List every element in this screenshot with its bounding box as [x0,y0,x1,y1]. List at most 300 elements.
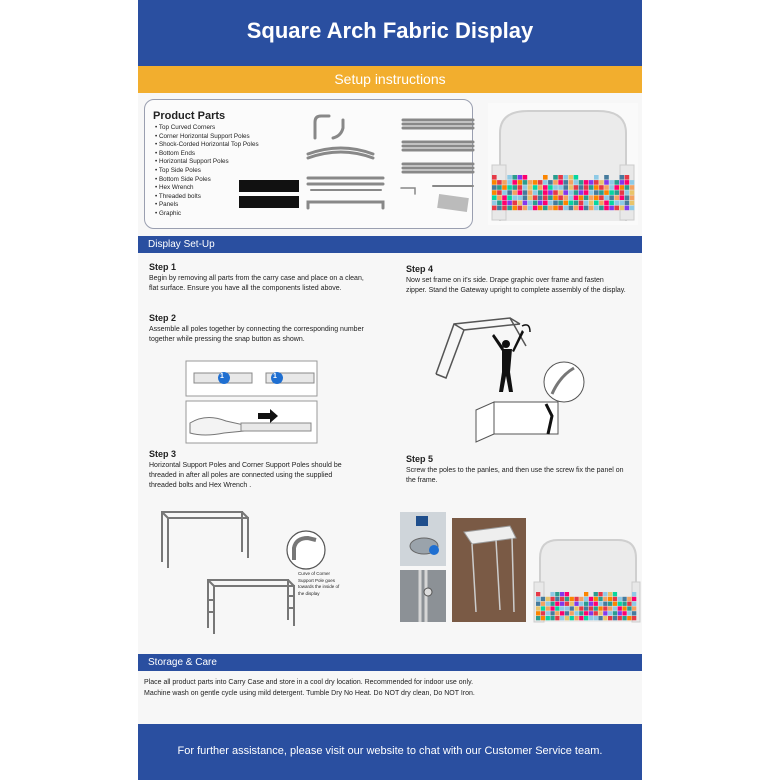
graphic-tile [625,180,630,185]
graphic-tile [608,602,612,606]
graphic-tile [541,606,545,610]
graphic-tile [614,206,619,211]
product-parts-panel [144,99,473,229]
graphic-tile [507,180,512,185]
graphic-tile [608,606,612,610]
snap-number-right: 1 [273,373,277,380]
graphic-tile [569,175,574,180]
graphic-tile [541,597,545,601]
graphic-tile [492,190,497,195]
graphic-tile [598,597,602,601]
graphic-tile [630,201,635,206]
graphic-tile [574,606,578,610]
graphic-tile [563,195,568,200]
graphic-tile [609,201,614,206]
graphic-tile [512,201,517,206]
step-3-title: Step 3 [149,449,177,459]
graphic-tile [570,597,574,601]
step-2-text: Assemble all poles together by connecting the corresponding number together while pressing the snap button as shown. [149,326,364,343]
graphic-tile [518,175,523,180]
graphic-tile [609,190,614,195]
graphic-tile [618,606,622,610]
graphic-tile [548,201,553,206]
graphic-tile [536,592,540,596]
graphic-tile [528,190,533,195]
graphic-tile [528,206,533,211]
graphic-tile [560,611,564,615]
graphic-tile [622,602,626,606]
page-subtitle: Setup instructions [138,66,642,93]
graphic-tile [625,185,630,190]
graphic-tile [630,190,635,195]
graphic-tile [528,180,533,185]
graphic-tile [574,180,579,185]
graphic-tile [620,180,625,185]
graphic-tile [536,597,540,601]
graphic-tile [584,206,589,211]
graphic-tile [579,201,584,206]
step-1-text: Begin by removing all parts from the carry case and place on a clean, flat surface. Ensure you have all the components listed above. [149,275,364,292]
graphic-tile [548,206,553,211]
graphic-tile [584,195,589,200]
part-item: • Bottom Side Poles [155,176,259,185]
graphic-tile [599,180,604,185]
graphic-tile [574,206,579,211]
graphic-tile [604,206,609,211]
graphic-tile [543,206,548,211]
graphic-tile [632,616,636,620]
graphic-tile [604,195,609,200]
graphic-tile [497,190,502,195]
graphic-tile [560,592,564,596]
graphic-tile [538,195,543,200]
graphic-tile [618,611,622,615]
graphic-tile [565,602,569,606]
graphic-tile [622,606,626,610]
graphic-tile [507,185,512,190]
graphic-tile [492,201,497,206]
graphic-tile [622,611,626,615]
step-5-text: Screw the poles to the panles, and then use the screw fix the panel on the frame. [406,467,624,484]
graphic-tile [507,195,512,200]
graphic-tile [613,616,617,620]
graphic-tile [553,185,558,190]
graphic-tile [594,195,599,200]
graphic-tile [594,616,598,620]
graphic-tile [603,611,607,615]
graphic-tile [579,606,583,610]
graphic-tile [589,597,593,601]
graphic-tile [630,195,635,200]
graphic-tile [548,185,553,190]
graphic-tile [589,190,594,195]
graphic-tile [579,195,584,200]
graphic-tile [541,611,545,615]
graphic-tile [609,195,614,200]
graphic-tile [546,606,550,610]
graphic-tile [584,190,589,195]
graphic-tile [584,597,588,601]
graphic-tile [620,190,625,195]
graphic-tile [594,606,598,610]
graphic-tile [533,190,538,195]
graphic-tile [518,195,523,200]
graphic-tile [569,190,574,195]
graphic-tile [625,175,630,180]
graphic-tile [528,185,533,190]
graphic-tile [502,201,507,206]
graphic-tile [546,602,550,606]
graphic-tile [614,201,619,206]
graphic-tile [518,190,523,195]
graphic-tile [502,195,507,200]
graphic-tile [579,611,583,615]
graphic-tile [533,185,538,190]
graphic-tile [558,206,563,211]
graphic-tile [550,616,554,620]
graphic-tile [565,606,569,610]
graphic-tile [512,206,517,211]
graphic-tile [497,185,502,190]
graphic-tile [570,611,574,615]
graphic-tile [518,185,523,190]
graphic-tile [533,180,538,185]
graphic-tile [627,602,631,606]
graphic-tile [558,201,563,206]
graphic-tile [560,616,564,620]
graphic-tile [543,195,548,200]
graphic-tile [614,180,619,185]
graphic-tile [523,175,528,180]
graphic-tile [589,201,594,206]
part-item: • Bottom Ends [155,150,259,159]
part-item: • Top Curved Corners [155,124,259,133]
graphic-tile [553,175,558,180]
part-item: • Panels [155,201,259,210]
page-title: Square Arch Fabric Display [138,0,642,66]
graphic-tile [523,201,528,206]
graphic-tile [613,602,617,606]
graphic-tile [579,180,584,185]
product-parts-title: Product Parts [153,110,226,122]
graphic-tile [538,190,543,195]
step-3-text: Horizontal Support Poles and Corner Support Poles should be threaded in after all poles are connected using the supplied threaded bolts and Hex Wrench . [149,462,342,489]
storage-care-heading: Storage & Care [138,654,642,671]
graphic-tile [627,597,631,601]
graphic-tile [541,602,545,606]
graphic-tile [603,606,607,610]
graphic-tile [523,185,528,190]
graphic-tile [555,616,559,620]
graphic-tile [507,206,512,211]
graphic-tile [565,597,569,601]
graphic-tile [598,592,602,596]
graphic-tile [523,180,528,185]
graphic-tile [603,592,607,596]
graphic-tile [512,180,517,185]
graphic-tile [589,180,594,185]
graphic-tile [569,180,574,185]
graphic-tile [555,592,559,596]
graphic-tile [555,611,559,615]
graphic-tile [584,606,588,610]
step-4-text: Now set frame on it's side. Drape graphic over frame and fasten zipper. Stand the Gateway upright to complete assembly of the display. [406,277,626,294]
graphic-tile [518,206,523,211]
graphic-tile [563,185,568,190]
graphic-tile [625,190,630,195]
graphic-tile [614,195,619,200]
graphic-tile [548,190,553,195]
graphic-tile [538,206,543,211]
graphic-tile [538,180,543,185]
graphic-tile [579,597,583,601]
graphic-tile [553,201,558,206]
graphic-tile [604,180,609,185]
graphic-tile [599,201,604,206]
graphic-tile [604,185,609,190]
graphic-tile [574,190,579,195]
graphic-tile [614,185,619,190]
graphic-tile [594,175,599,180]
part-item: • Hex Wrench [155,184,259,193]
graphic-tile [614,190,619,195]
frame-assembly-illustration [156,500,341,635]
graphic-tile [632,611,636,615]
part-item: • Threaded bolts [155,193,259,202]
graphic-tile [574,602,578,606]
graphic-tile [502,190,507,195]
graphic-tile [550,611,554,615]
graphic-tile [528,195,533,200]
graphic-tile [594,185,599,190]
graphic-tile [613,597,617,601]
graphic-tile [555,602,559,606]
graphic-tile [533,201,538,206]
graphic-tile [613,611,617,615]
graphic-tile [609,185,614,190]
graphic-tile [558,190,563,195]
graphic-tile [603,597,607,601]
graphic-tile [502,206,507,211]
graphic-tile [497,180,502,185]
graphic-tile [553,190,558,195]
graphic-tile [558,195,563,200]
display-product-photo [488,103,638,225]
snap-button-illustration [186,361,317,443]
graphic-tile [546,597,550,601]
graphic-tile [560,597,564,601]
graphic-tile [523,206,528,211]
graphic-tile [507,201,512,206]
graphic-tile [538,201,543,206]
graphic-tile [528,201,533,206]
graphic-tile [523,190,528,195]
graphic-tile [625,195,630,200]
graphic-tile [555,597,559,601]
graphic-tile [603,602,607,606]
graphic-tile [574,185,579,190]
graphic-tile [565,592,569,596]
graphic-tile [507,175,512,180]
graphic-tile [627,611,631,615]
part-item: • Top Side Poles [155,167,259,176]
graphic-tile [620,185,625,190]
graphic-tile [546,611,550,615]
instruction-sheet [138,0,642,780]
graphic-tile [543,201,548,206]
step-5-title: Step 5 [406,454,434,464]
graphic-tile [608,616,612,620]
graphic-tile [604,190,609,195]
graphic-tile [574,597,578,601]
graphic-tile [492,175,497,180]
graphic-tile [507,190,512,195]
graphic-tile [533,206,538,211]
graphic-tile [599,185,604,190]
graphic-tile [497,206,502,211]
graphic-tile [594,190,599,195]
graphic-tile [543,185,548,190]
graphic-tile [604,175,609,180]
graphic-tile [574,195,579,200]
graphic-tile [550,602,554,606]
graphic-tile [584,616,588,620]
graphic-tile [536,606,540,610]
graphic-tile [609,180,614,185]
graphic-tile [603,616,607,620]
graphic-tile [579,185,584,190]
graphic-tile [563,206,568,211]
graphic-tile [536,602,540,606]
graphic-tile [543,175,548,180]
graphic-tile [608,592,612,596]
graphic-tile [518,201,523,206]
graphic-tile [492,185,497,190]
graphic-tile [523,195,528,200]
graphic-tile [541,616,545,620]
part-item: • Shock-Corded Horizontal Top Poles [155,141,259,150]
graphic-tile [594,602,598,606]
graphic-tile [558,175,563,180]
graphic-tile [594,206,599,211]
graphic-tile [569,185,574,190]
graphic-tile [584,185,589,190]
graphic-tile [630,180,635,185]
snap-number-left: 1 [220,373,224,380]
graphic-tile [630,185,635,190]
graphic-tile [627,606,631,610]
graphic-tile [632,592,636,596]
graphic-tile [502,180,507,185]
graphic-tile [546,616,550,620]
graphic-tile [589,195,594,200]
graphic-tile [632,602,636,606]
graphic-tile [598,611,602,615]
graphic-tile [613,606,617,610]
graphic-tile [604,201,609,206]
graphic-tile [589,611,593,615]
graphic-tile [563,180,568,185]
storage-line-2: Machine wash on gentle cycle using mild detergent. Tumble Dry No Heat. Do NOT dry clean, Do NOT Iron. [144,689,475,697]
graphic-tile [492,195,497,200]
drape-graphic-illustration [434,316,592,446]
graphic-tile [563,190,568,195]
graphic-tile [560,606,564,610]
graphic-tile [543,190,548,195]
graphic-tile [589,602,593,606]
graphic-tile [550,592,554,596]
graphic-tile [565,616,569,620]
graphic-tile [632,597,636,601]
graphic-tile [553,180,558,185]
graphic-tile [570,606,574,610]
part-item: • Corner Horizontal Support Poles [155,133,259,142]
storage-line-1: Place all product parts into Carry Case and store in a cool dry location. Recommended for indoor use only. [144,679,474,686]
graphic-tile [608,611,612,615]
graphic-tile [598,602,602,606]
graphic-tile [565,611,569,615]
graphic-tile [584,201,589,206]
graphic-tile [618,602,622,606]
graphic-tile [579,616,583,620]
graphic-tile [569,206,574,211]
graphic-tile [594,592,598,596]
graphic-tile [570,602,574,606]
graphic-tile [589,616,593,620]
part-item: • Graphic [155,210,259,219]
graphic-tile [497,195,502,200]
graphic-tile [584,592,588,596]
graphic-tile [594,180,599,185]
graphic-tile [569,201,574,206]
graphic-tile [625,206,630,211]
graphic-tile [579,206,584,211]
graphic-tile [608,597,612,601]
graphic-tile [620,175,625,180]
graphic-tile [569,195,574,200]
graphic-tile [543,180,548,185]
graphic-tile [574,611,578,615]
graphic-tile [579,602,583,606]
graphic-tile [613,592,617,596]
graphic-tile [512,195,517,200]
graphic-tile [533,195,538,200]
graphic-tile [558,185,563,190]
graphic-tile [622,597,626,601]
graphic-tile [589,606,593,610]
graphic-tile [574,201,579,206]
graphic-tile [598,616,602,620]
graphic-tile [574,616,578,620]
step-4-title: Step 4 [406,264,434,274]
parts-illustration [233,108,468,223]
graphic-tile [492,206,497,211]
graphic-tile [558,180,563,185]
graphic-tile [599,195,604,200]
graphic-tile [584,611,588,615]
graphic-tile [518,180,523,185]
graphic-tile [536,611,540,615]
graphic-tile [599,190,604,195]
graphic-tile [618,597,622,601]
graphic-tile [627,616,631,620]
graphic-tile [570,616,574,620]
graphic-tile [563,201,568,206]
part-item: • Horizontal Support Poles [155,158,259,167]
graphic-tile [512,185,517,190]
graphic-tile [553,195,558,200]
graphic-tile [579,190,584,195]
